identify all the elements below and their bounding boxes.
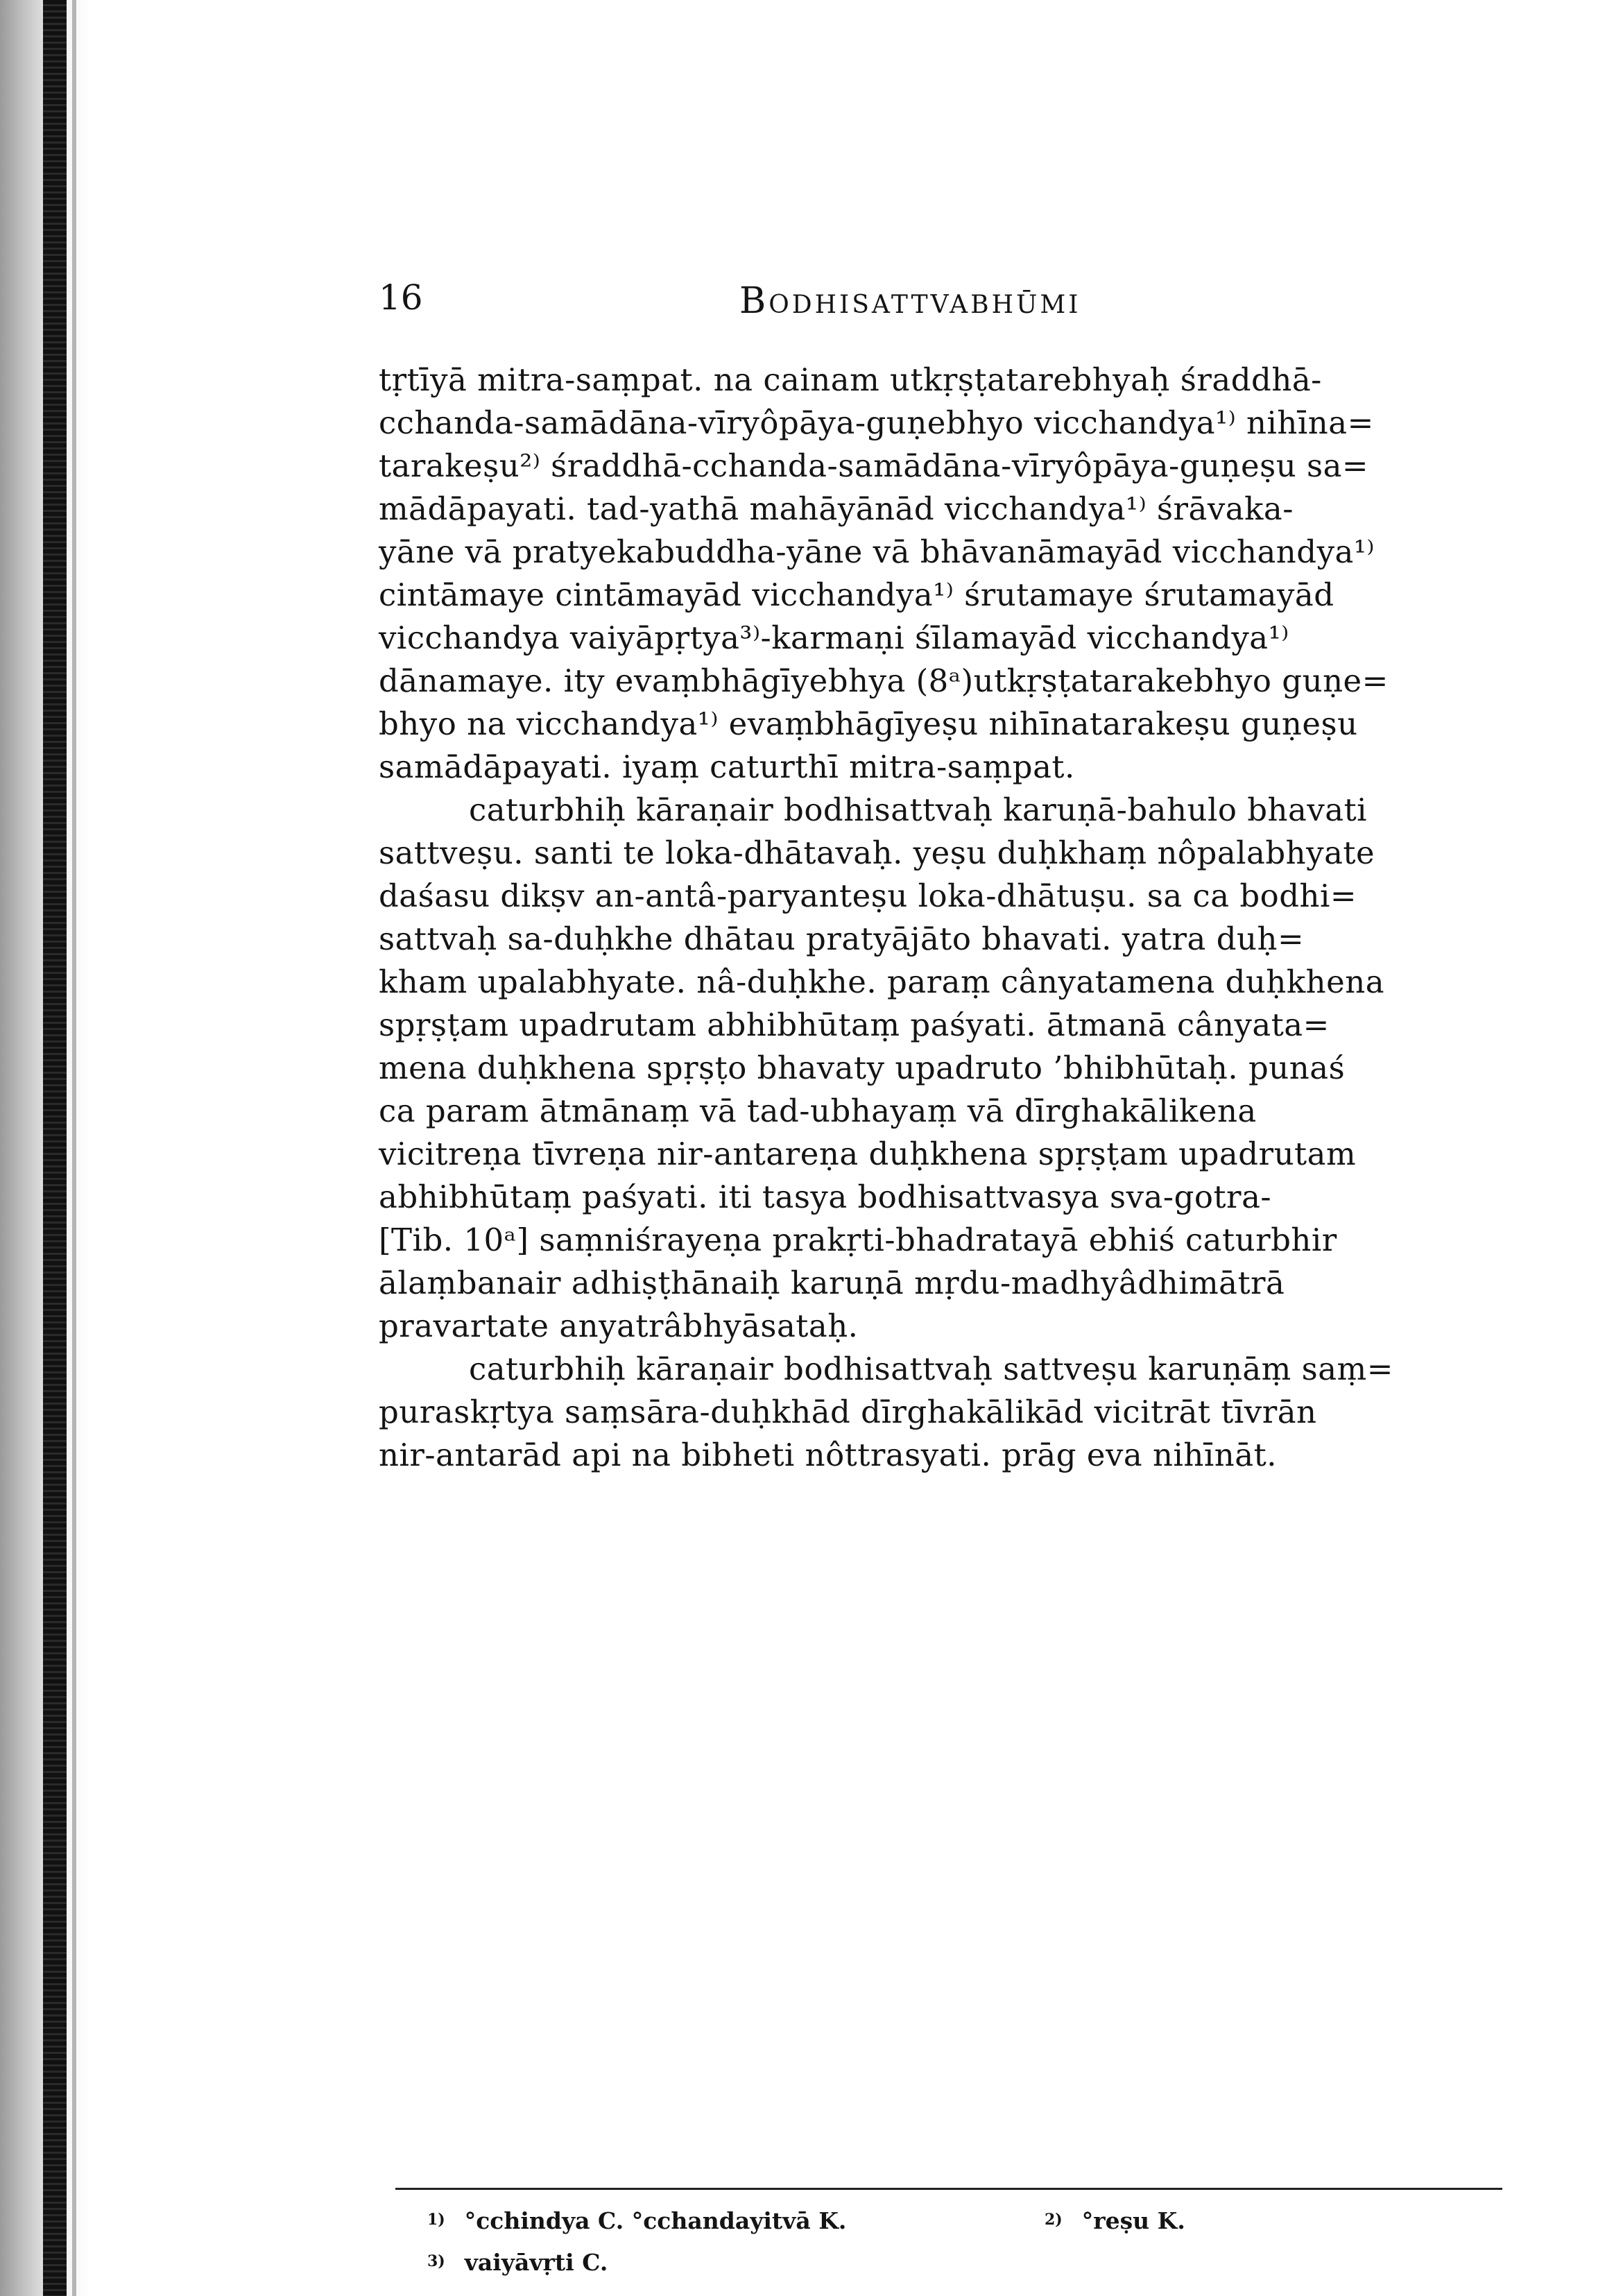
- text-line: abhibhūtaṃ paśyati. iti tasya bodhisattvasya sva-gotra-: [379, 1179, 1272, 1215]
- text-line: mādāpayati. tad-yathā mahāyānād vicchandya¹⁾ śrāvaka-: [379, 490, 1294, 527]
- footnote-mark: 3): [427, 2252, 445, 2270]
- footnote-text: vaiyāvṛti C.: [464, 2249, 608, 2276]
- running-head-text: Bodhisattvabhūmi: [739, 280, 1081, 322]
- text-line: nir-antarād api na bibheti nôttrasyati. prāg eva nihīnāt.: [379, 1437, 1278, 1473]
- text-line: pravartate anyatrâbhyāsataḥ.: [379, 1308, 859, 1344]
- text-line: daśasu dikṣv an-antâ-paryanteṣu loka-dhātuṣu. sa ca bodhi=: [379, 877, 1357, 914]
- text-line: samādāpayati. iyaṃ caturthī mitra-saṃpat.: [379, 748, 1075, 785]
- text-line: vicitreṇa tīvreṇa nir-antareṇa duḥkhena spṛṣṭam upadrutam: [379, 1136, 1357, 1172]
- footnote-mark: 2): [1045, 2211, 1063, 2229]
- text-line: puraskṛtya saṃsāra-duḥkhād dīrghakālikād vicitrāt tīvrān: [379, 1394, 1317, 1430]
- paragraph-start-line: caturbhiḥ kāraṇair bodhisattvaḥ karuṇā-bahulo bhavati: [469, 791, 1368, 828]
- text-line: yāne vā pratyekabuddha-yāne vā bhāvanāmayād vicchandya¹⁾: [379, 533, 1375, 570]
- footnote-separator-rule: [395, 2188, 1502, 2190]
- scanned-book-gutter: [0, 0, 90, 2296]
- footnote: [427, 2204, 846, 2236]
- footnote: [427, 2246, 608, 2278]
- footnote: [1045, 2204, 1185, 2236]
- text-line: tṛtīyā mitra-saṃpat. na cainam utkṛṣṭatarebhyaḥ śraddhā-: [379, 361, 1322, 398]
- text-line: mena duḥkhena spṛṣṭo bhavaty upadruto ’bhibhūtaḥ. punaś: [379, 1050, 1346, 1086]
- page-number: 16: [379, 277, 423, 318]
- text-line: tarakeṣu²⁾ śraddhā-cchanda-samādāna-vīryôpāya-guṇeṣu sa=: [379, 447, 1369, 484]
- footnote-mark: 1): [427, 2211, 445, 2229]
- text-line: spṛṣṭam upadrutam abhibhūtaṃ paśyati. ātmanā cânyata=: [379, 1006, 1330, 1043]
- footnote-text: °reṣu K.: [1081, 2207, 1185, 2234]
- text-line: cchanda-samādāna-vīryôpāya-guṇebhyo vicchandya¹⁾ nihīna=: [379, 404, 1374, 441]
- text-line: bhyo na vicchandya¹⁾ evaṃbhāgīyeṣu nihīnatarakeṣu guṇeṣu: [379, 705, 1358, 742]
- text-line: ālaṃbanair adhiṣṭhānaiḥ karuṇā mṛdu-madhyâdhimātrā: [379, 1265, 1285, 1301]
- text-line: sattveṣu. santi te loka-dhātavaḥ. yeṣu duḥkhaṃ nôpalabhyate: [379, 834, 1375, 871]
- running-head: [739, 280, 1081, 322]
- text-line: [Tib. 10ᵃ] saṃniśrayeṇa prakṛti-bhadratayā ebhiś caturbhir: [379, 1222, 1337, 1258]
- text-line: kham upalabhyate. nâ-duḥkhe. paraṃ cânyatamena duḥkhena: [379, 963, 1385, 1000]
- text-line: sattvaḥ sa-duḥkhe dhātau pratyājāto bhavati. yatra duḥ=: [379, 920, 1305, 957]
- footnote-text: °cchindya C. °cchandayitvā K.: [464, 2207, 847, 2234]
- text-line: vicchandya vaiyāpṛtya³⁾-karmaṇi śīlamayād vicchandya¹⁾: [379, 619, 1289, 656]
- page-header: [379, 277, 1502, 333]
- text-line: cintāmaye cintāmayād vicchandya¹⁾ śrutamaye śrutamayād: [379, 576, 1334, 613]
- text-line: ca param ātmānaṃ vā tad-ubhayaṃ vā dīrghakālikena: [379, 1093, 1257, 1129]
- text-line: dānamaye. ity evaṃbhāgīyebhya (8ᵃ)utkṛṣṭatarakebhyo guṇe=: [379, 662, 1389, 699]
- paragraph-start-line: caturbhiḥ kāraṇair bodhisattvaḥ sattveṣu karuṇāṃ saṃ=: [469, 1351, 1393, 1387]
